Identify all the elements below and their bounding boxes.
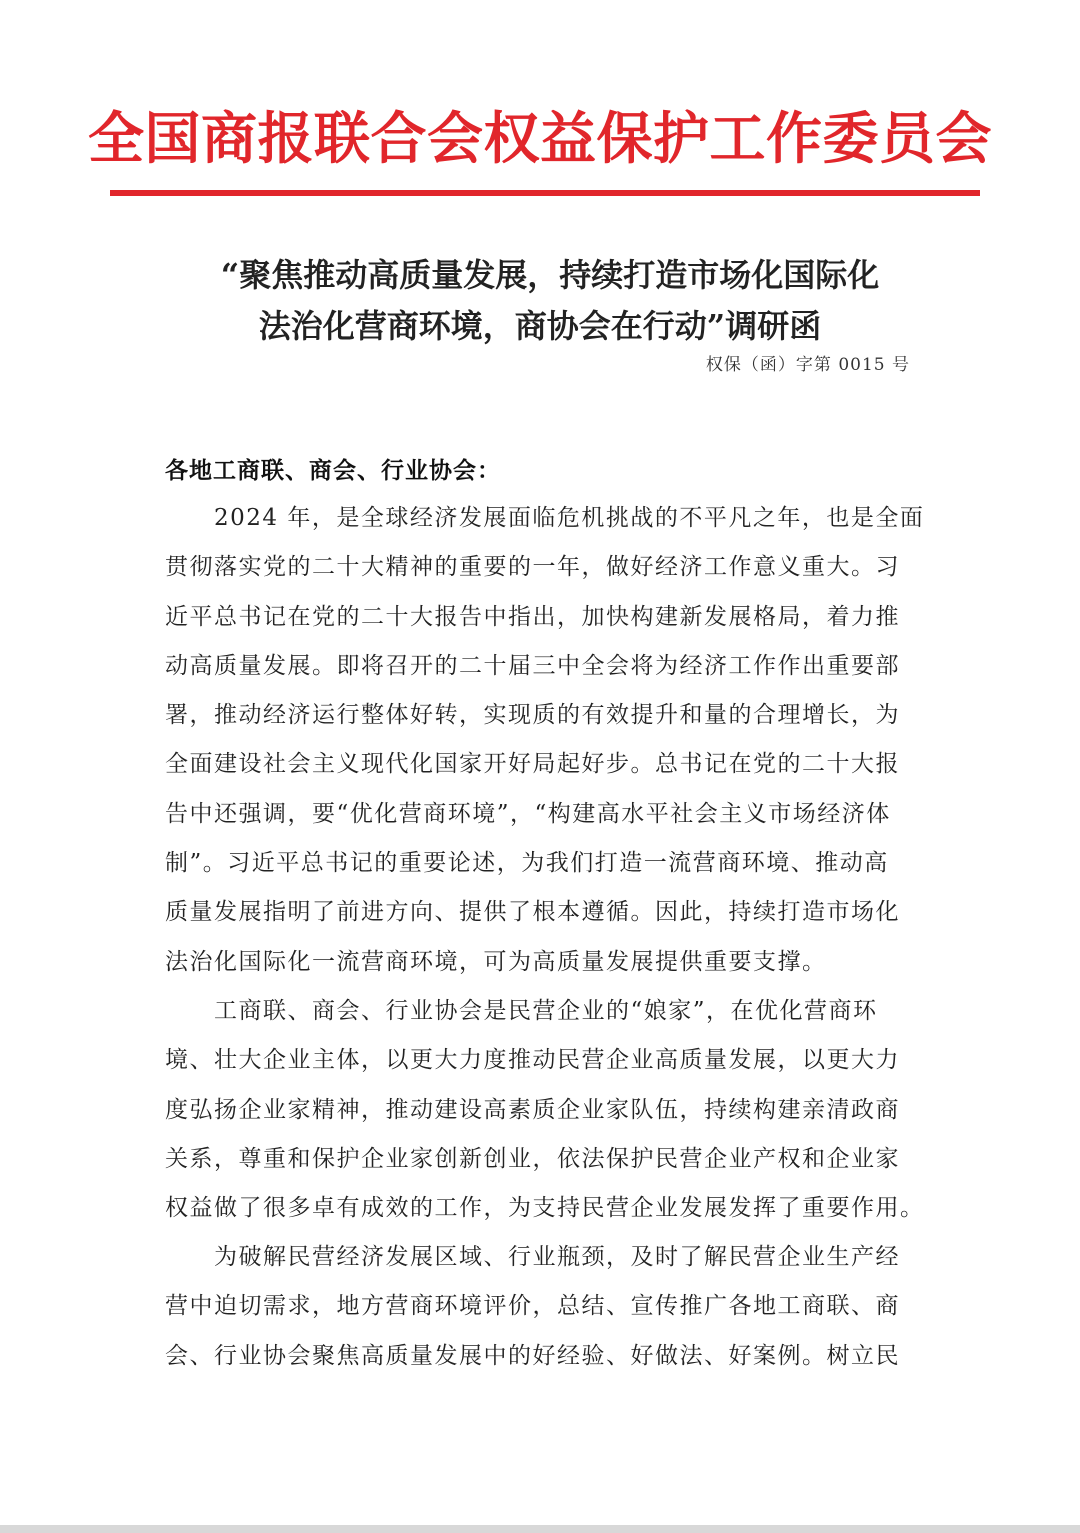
paragraph-line: 会、行业协会聚焦高质量发展中的好经验、好做法、好案例。树立民 bbox=[165, 1342, 900, 1369]
paragraph-line: 关系，尊重和保护企业家创新创业，依法保护民营企业产权和企业家 bbox=[165, 1145, 900, 1172]
paragraph-line: 署，推动经济运行整体好转，实现质的有效提升和量的合理增长，为 bbox=[165, 702, 900, 729]
paragraph-line: 近平总书记在党的二十大报告中指出，加快构建新发展格局，着力推 bbox=[165, 603, 900, 630]
letterhead-red-rule bbox=[110, 190, 980, 196]
letterhead-title: 全国商报联合会权益保护工作委员会 bbox=[88, 107, 992, 172]
document-title-line-1: “聚焦推动高质量发展，持续打造市场化国际化 bbox=[220, 256, 880, 294]
paragraph-2 bbox=[165, 987, 925, 1233]
salutation: 各地工商联、商会、行业协会： bbox=[165, 457, 501, 484]
paragraph-line: 度弘扬企业家精神，推动建设高素质企业家队伍，持续构建亲清政商 bbox=[165, 1096, 900, 1123]
paragraph-1 bbox=[165, 494, 925, 987]
paragraph-line: 工商联、商会、行业协会是民营企业的“娘家”，在优化营商环 bbox=[165, 998, 878, 1024]
paragraph-line: 2024 年，是全球经济发展面临危机挑战的不平凡之年，也是全面 bbox=[165, 505, 925, 531]
paragraph-line: 权益做了很多卓有成效的工作，为支持民营企业发展发挥了重要作用。 bbox=[165, 1195, 925, 1222]
paragraph-line: 境、壮大企业主体，以更大力度推动民营企业高质量发展，以更大力 bbox=[165, 1047, 900, 1074]
paragraph-line: 法治化国际化一流营商环境，可为高质量发展提供重要支撑。 bbox=[165, 948, 827, 975]
page-bottom-bar bbox=[0, 1525, 1080, 1533]
document-number: 权保（函）字第 0015 号 bbox=[705, 355, 910, 375]
paragraph-line: 全面建设社会主义现代化国家开好局起好步。总书记在党的二十大报 bbox=[165, 751, 900, 778]
paragraph-3 bbox=[165, 1233, 925, 1381]
paragraph-line: 动高质量发展。即将召开的二十届三中全会将为经济工作作出重要部 bbox=[165, 652, 900, 679]
paragraph-line: 制”。习近平总书记的重要论述，为我们打造一流营商环境、推动高 bbox=[165, 850, 889, 877]
document-title-line-2: 法治化营商环境，商协会在行动”调研函 bbox=[258, 307, 822, 345]
paragraph-line: 贯彻落实党的二十大精神的重要的一年，做好经济工作意义重大。习 bbox=[165, 554, 900, 581]
paragraph-line: 营中迫切需求，地方营商环境评价，总结、宣传推广各地工商联、商 bbox=[165, 1293, 900, 1320]
paragraph-line: 为破解民营经济发展区域、行业瓶颈，及时了解民营企业生产经 bbox=[165, 1244, 900, 1270]
paragraph-line: 质量发展指明了前进方向、提供了根本遵循。因此，持续打造市场化 bbox=[165, 899, 900, 926]
paragraph-line: 告中还强调，要“优化营商环境”，“构建高水平社会主义市场经济体 bbox=[165, 800, 891, 827]
